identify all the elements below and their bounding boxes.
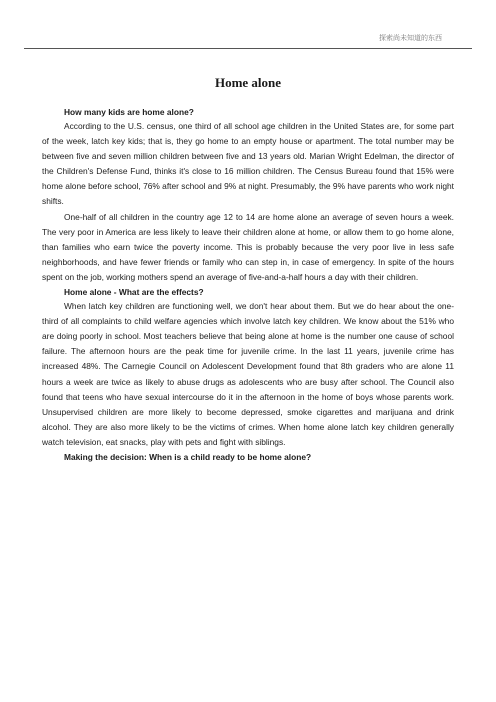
document-title: Home alone (214, 75, 282, 90)
header-text: 探索尚未知道的东西 (379, 34, 442, 42)
paragraph-effects: When latch key children are functioning well, we don't hear about them. But we do hear about the one-third of all complaints to child welfare agencies which involve latch key children. We know about the 51% who are doing poorly in school. Most teachers believe that being alone at home is the number one cause of school failure. The afternoon hours are the peak time for juvenile crime. In the last 11 years, juvenile crime has increased 48%. The Carnegie Council on Adolescent Development found that 8th graders who are alone 11 hours a week are twice as likely to abuse drugs as adolescents who are busy after school. The Council also found that teens who have sexual intercourse do it in the afternoon in the home of boys whose parents work. Unsupervised children are more likely to become depressed, smoke cigarettes and marijuana and drink alcohol. They are also more likely to be the victims of crimes. When home alone latch key children generally watch television, eat snacks, play with pets and fight with siblings. (42, 301, 454, 447)
section-heading-effects: Home alone - What are the effects? (64, 287, 204, 298)
paragraph-census: According to the U.S. census, one third of all school age children in the United States are, for some part of the week, latch key kids; that is, they go home to an empty house or apartment. The total number may be between five and seven million children between five and 13 years old. Marian Wright Edelman, the director of the Children's Defense Fund, thinks it's close to 16 million children. The Census Bureau found that 15% were home alone before school, 76% after school and 9% at night. Presumably, the 9% have parents who work night shifts. (42, 121, 454, 207)
section-heading-how-many: How many kids are home alone? (64, 107, 194, 117)
section-heading-decision: Making the decision: When is a child ready to be home alone? (64, 451, 312, 462)
paragraph-one-half: One-half of all children in the country age 12 to 14 are home alone an average of seven hours a week. The very poor in America are less likely to leave their children alone at home, or allow them to go home alone, than families who earn twice the poverty income. This is probably because the very poor live in less safe neighborhoods, and have fewer friends or family who can step in, in case of emergency. In spite of the hours spent on the job, working mothers spend an average of five-and-a-half hours a day with their children. (42, 211, 454, 282)
document-body (42, 74, 454, 464)
page-header (24, 30, 472, 49)
